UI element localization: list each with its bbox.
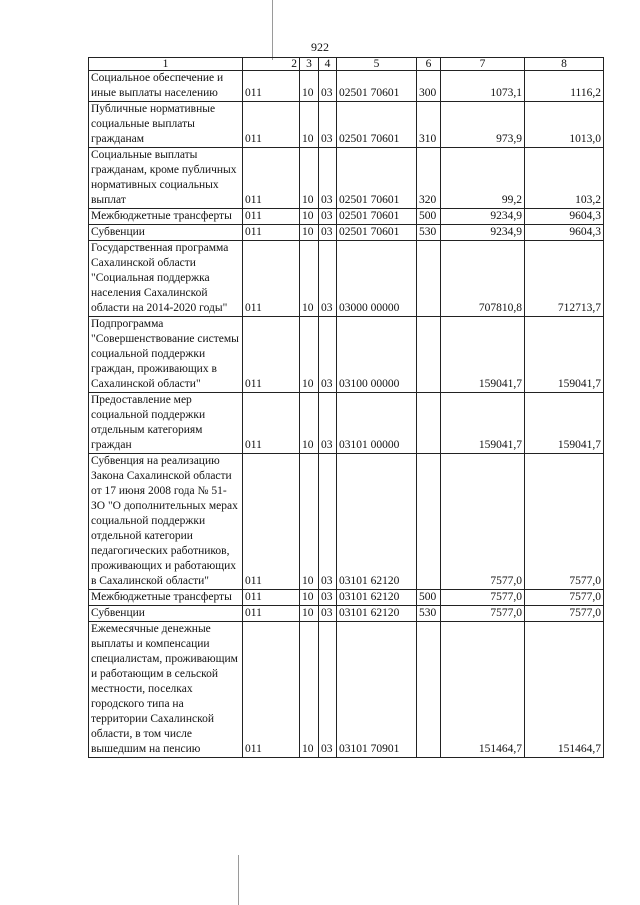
row-ministry: 011 <box>243 606 300 622</box>
row-target-article: 02501 70601 <box>337 71 417 102</box>
row-target-article: 03101 62120 <box>337 454 417 590</box>
header-cell: 1 <box>89 58 243 71</box>
row-sum-col7: 973,9 <box>441 102 525 148</box>
row-sum-col8: 103,2 <box>525 148 604 209</box>
row-target-article: 02501 70601 <box>337 209 417 225</box>
row-section: 10 <box>300 225 319 241</box>
header-cell: 2 <box>243 58 300 71</box>
row-sum-col7: 9234,9 <box>441 209 525 225</box>
row-section: 10 <box>300 393 319 454</box>
table-row <box>89 606 604 622</box>
row-expense-type <box>417 622 441 758</box>
row-expense-type: 500 <box>417 590 441 606</box>
row-name: Социальное обеспечение и иные выплаты населению <box>89 71 243 102</box>
row-expense-type <box>417 241 441 317</box>
header-cell: 4 <box>319 58 337 71</box>
row-target-article: 03101 62120 <box>337 606 417 622</box>
table-row <box>89 393 604 454</box>
row-sum-col8: 7577,0 <box>525 454 604 590</box>
row-name: Социальные выплаты гражданам, кроме публичных нормативных социальных выплат <box>89 148 243 209</box>
row-section: 10 <box>300 209 319 225</box>
row-target-article: 02501 70601 <box>337 102 417 148</box>
row-sum-col7: 99,2 <box>441 148 525 209</box>
table-row <box>89 209 604 225</box>
row-ministry: 011 <box>243 590 300 606</box>
header-cell: 3 <box>300 58 319 71</box>
row-expense-type <box>417 454 441 590</box>
row-expense-type: 530 <box>417 606 441 622</box>
row-subsection: 03 <box>319 622 337 758</box>
row-sum-col8: 1116,2 <box>525 71 604 102</box>
row-expense-type: 310 <box>417 102 441 148</box>
row-subsection: 03 <box>319 454 337 590</box>
row-ministry: 011 <box>243 148 300 209</box>
table-row <box>89 317 604 393</box>
row-name: Межбюджетные трансферты <box>89 209 243 225</box>
header-cell: 8 <box>525 58 604 71</box>
row-name: Предоставление мер социальной поддержки отдельным категориям граждан <box>89 393 243 454</box>
row-ministry: 011 <box>243 241 300 317</box>
row-name: Субвенция на реализацию Закона Сахалинской области от 17 июня 2008 года № 51-ЗО "О дополнительных мерах социальной поддержки отдельной категории педагогических работников, проживающих и работающих в Сахалинской области" <box>89 454 243 590</box>
row-expense-type: 500 <box>417 209 441 225</box>
header-cell: 7 <box>441 58 525 71</box>
scan-fold-line-bottom <box>238 855 239 905</box>
row-section: 10 <box>300 622 319 758</box>
row-section: 10 <box>300 590 319 606</box>
row-sum-col7: 707810,8 <box>441 241 525 317</box>
row-target-article: 02501 70601 <box>337 148 417 209</box>
row-subsection: 03 <box>319 241 337 317</box>
row-target-article: 03000 00000 <box>337 241 417 317</box>
row-target-article: 03100 00000 <box>337 317 417 393</box>
row-name: Межбюджетные трансферты <box>89 590 243 606</box>
row-subsection: 03 <box>319 102 337 148</box>
row-sum-col7: 151464,7 <box>441 622 525 758</box>
row-sum-col8: 7577,0 <box>525 590 604 606</box>
table-row <box>89 102 604 148</box>
row-subsection: 03 <box>319 148 337 209</box>
row-name: Публичные нормативные социальные выплаты гражданам <box>89 102 243 148</box>
row-target-article: 03101 00000 <box>337 393 417 454</box>
table-row <box>89 71 604 102</box>
row-name: Субвенции <box>89 606 243 622</box>
row-sum-col7: 159041,7 <box>441 317 525 393</box>
row-sum-col7: 7577,0 <box>441 454 525 590</box>
row-expense-type <box>417 393 441 454</box>
row-target-article: 03101 70901 <box>337 622 417 758</box>
row-subsection: 03 <box>319 393 337 454</box>
row-subsection: 03 <box>319 225 337 241</box>
row-subsection: 03 <box>319 71 337 102</box>
row-section: 10 <box>300 317 319 393</box>
row-sum-col8: 712713,7 <box>525 241 604 317</box>
row-subsection: 03 <box>319 317 337 393</box>
row-sum-col8: 151464,7 <box>525 622 604 758</box>
row-ministry: 011 <box>243 209 300 225</box>
table-row <box>89 241 604 317</box>
row-section: 10 <box>300 606 319 622</box>
row-ministry: 011 <box>243 102 300 148</box>
row-target-article: 03101 62120 <box>337 590 417 606</box>
row-sum-col8: 159041,7 <box>525 393 604 454</box>
row-ministry: 011 <box>243 225 300 241</box>
row-section: 10 <box>300 148 319 209</box>
row-ministry: 011 <box>243 622 300 758</box>
header-cell: 6 <box>417 58 441 71</box>
row-section: 10 <box>300 241 319 317</box>
row-section: 10 <box>300 102 319 148</box>
budget-table <box>88 57 604 758</box>
row-subsection: 03 <box>319 209 337 225</box>
row-section: 10 <box>300 454 319 590</box>
row-subsection: 03 <box>319 606 337 622</box>
row-sum-col7: 1073,1 <box>441 71 525 102</box>
table-row <box>89 454 604 590</box>
row-name: Ежемесячные денежные выплаты и компенсации специалистам, проживающим и работающим в сельской местности, поселках городского типа на территории Сахалинской области, в том числе вышедшим на пенсию <box>89 622 243 758</box>
row-sum-col8: 9604,3 <box>525 225 604 241</box>
row-sum-col8: 7577,0 <box>525 606 604 622</box>
row-sum-col7: 9234,9 <box>441 225 525 241</box>
row-name: Подпрограмма "Совершенствование системы социальной поддержки граждан, проживающих в Сахалинской области" <box>89 317 243 393</box>
row-ministry: 011 <box>243 454 300 590</box>
row-target-article: 02501 70601 <box>337 225 417 241</box>
row-expense-type: 300 <box>417 71 441 102</box>
row-name: Государственная программа Сахалинской области "Социальная поддержка населения Сахалинской области на 2014-2020 годы" <box>89 241 243 317</box>
row-name: Субвенции <box>89 225 243 241</box>
row-ministry: 011 <box>243 317 300 393</box>
row-sum-col7: 7577,0 <box>441 606 525 622</box>
row-sum-col8: 159041,7 <box>525 317 604 393</box>
page-number: 922 <box>311 40 329 54</box>
row-sum-col8: 1013,0 <box>525 102 604 148</box>
table-header-row <box>89 58 604 71</box>
row-subsection: 03 <box>319 590 337 606</box>
table-row <box>89 590 604 606</box>
row-ministry: 011 <box>243 393 300 454</box>
header-cell: 5 <box>337 58 417 71</box>
row-expense-type <box>417 317 441 393</box>
row-section: 10 <box>300 71 319 102</box>
row-sum-col7: 7577,0 <box>441 590 525 606</box>
table-row <box>89 225 604 241</box>
row-sum-col8: 9604,3 <box>525 209 604 225</box>
row-expense-type: 530 <box>417 225 441 241</box>
row-expense-type: 320 <box>417 148 441 209</box>
row-sum-col7: 159041,7 <box>441 393 525 454</box>
table-row <box>89 622 604 758</box>
row-ministry: 011 <box>243 71 300 102</box>
table-row <box>89 148 604 209</box>
